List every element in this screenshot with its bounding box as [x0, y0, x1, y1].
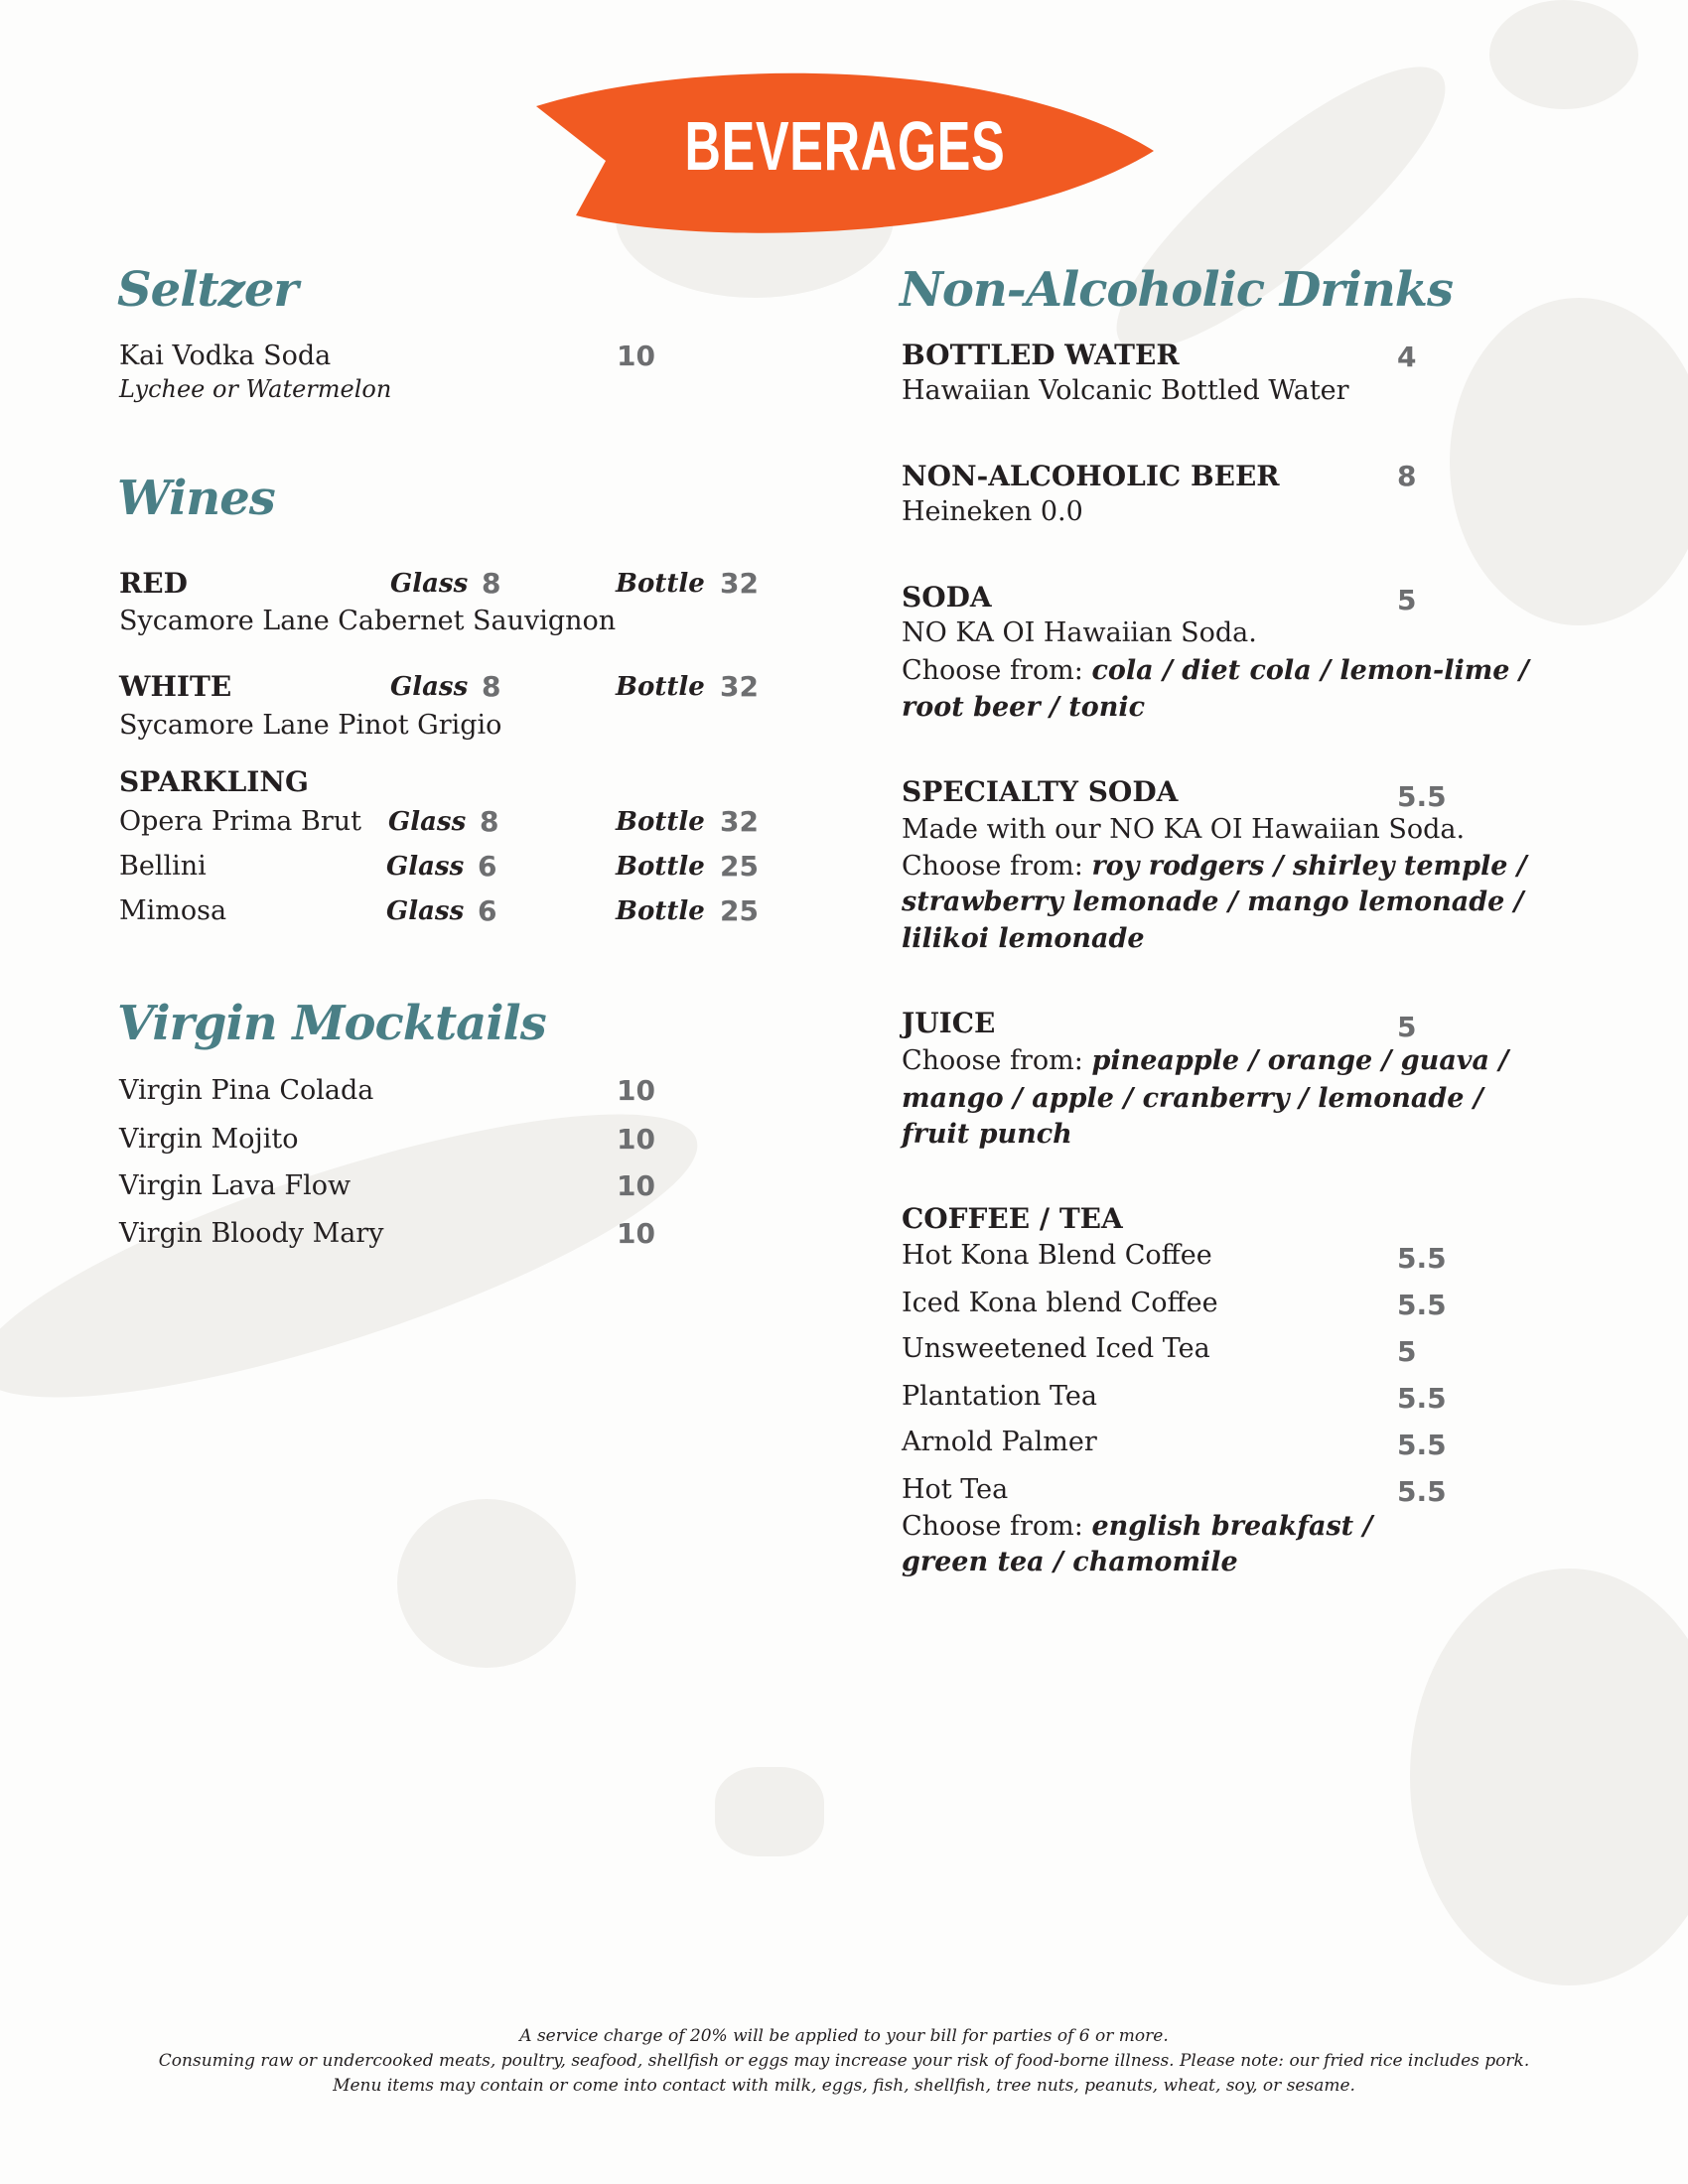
background-island-shape	[715, 1767, 824, 1856]
glass-label: Glass	[386, 852, 465, 882]
bottle-price: 25	[720, 850, 759, 883]
choose-label: Choose from:	[902, 655, 1083, 686]
drink-price: 4	[1397, 341, 1417, 373]
background-blob-shape	[1410, 1569, 1688, 1985]
mocktail-name: Virgin Mojito	[119, 1124, 299, 1155]
glass-price: 8	[480, 805, 499, 838]
drink-price: 5	[1397, 584, 1417, 616]
section-heading-wines: Wines	[117, 471, 275, 526]
coffee-tea-price: 5.5	[1397, 1289, 1447, 1321]
drink-description: Made with our NO KA OI Hawaiian Soda.	[902, 814, 1466, 845]
glass-price: 6	[478, 850, 497, 883]
glass-label: Glass	[390, 672, 469, 702]
sparkling-item-name: Mimosa	[119, 895, 227, 926]
title-banner	[536, 67, 1154, 236]
section-heading-non-alcoholic: Non-Alcoholic Drinks	[900, 262, 1454, 318]
options-list: english breakfast /	[1091, 1511, 1373, 1542]
bottle-label: Bottle	[616, 852, 705, 882]
options-list: lilikoi lemonade	[902, 923, 1145, 954]
drink-description: Hawaiian Volcanic Bottled Water	[902, 375, 1349, 406]
coffee-tea-name: Iced Kona blend Coffee	[902, 1288, 1218, 1318]
bottle-price: 25	[720, 894, 759, 927]
drink-category: SODA	[902, 581, 992, 614]
options-list: cola / diet cola / lemon-lime /	[1091, 655, 1529, 686]
footer-service-charge: A service charge of 20% will be applied to your bill for parties of 6 or more.	[519, 2026, 1169, 2046]
options-line	[902, 1509, 1372, 1545]
bottle-label: Bottle	[616, 672, 705, 702]
wine-description: Sycamore Lane Pinot Grigio	[119, 710, 502, 741]
options-line	[902, 1043, 1508, 1079]
item-price: 10	[617, 340, 655, 372]
item-name: Kai Vodka Soda	[119, 341, 332, 371]
section-heading-seltzer: Seltzer	[117, 262, 298, 318]
background-hibiscus-shape	[1489, 0, 1638, 109]
drink-category: JUICE	[902, 1007, 996, 1039]
options-line	[902, 653, 1529, 689]
glass-price: 8	[482, 670, 501, 703]
mocktail-name: Virgin Bloody Mary	[119, 1218, 384, 1249]
coffee-tea-price: 5.5	[1397, 1475, 1447, 1508]
glass-label: Glass	[388, 807, 467, 837]
bottle-label: Bottle	[616, 807, 705, 837]
coffee-tea-name: Hot Tea	[902, 1474, 1009, 1505]
page-title: BEVERAGES	[684, 107, 1006, 185]
drink-description: Heineken 0.0	[902, 496, 1083, 527]
coffee-tea-name: Hot Kona Blend Coffee	[902, 1240, 1212, 1271]
wine-category-sparkling: SPARKLING	[119, 765, 309, 798]
bottle-price: 32	[720, 567, 759, 600]
options-list: mango / apple / cranberry / lemonade /	[902, 1083, 1483, 1114]
coffee-tea-price: 5.5	[1397, 1242, 1447, 1275]
mocktail-price: 10	[617, 1074, 655, 1107]
mocktail-name: Virgin Lava Flow	[119, 1170, 352, 1201]
coffee-tea-price: 5.5	[1397, 1382, 1447, 1415]
coffee-tea-price: 5	[1397, 1335, 1417, 1368]
mocktail-price: 10	[617, 1123, 655, 1156]
drink-price: 8	[1397, 460, 1417, 492]
wine-description: Sycamore Lane Cabernet Sauvignon	[119, 606, 617, 636]
section-heading-virgin-mocktails: Virgin Mocktails	[117, 996, 546, 1051]
glass-price: 8	[482, 567, 501, 600]
drink-description: NO KA OI Hawaiian Soda.	[902, 617, 1257, 648]
footer-allergens: Menu items may contain or come into contact with milk, eggs, fish, shellfish, tree nuts, peanuts, wheat, soy, or sesame.	[333, 2076, 1355, 2096]
coffee-tea-price: 5.5	[1397, 1429, 1447, 1461]
wine-category-red: RED	[119, 567, 188, 600]
choose-label: Choose from:	[902, 1045, 1083, 1076]
background-surfboard-shape	[0, 1059, 723, 1453]
drink-price: 5	[1397, 1011, 1417, 1043]
options-line	[902, 849, 1527, 885]
drink-category: COFFEE / TEA	[902, 1202, 1123, 1235]
options-list: fruit punch	[902, 1119, 1072, 1150]
options-list: green tea / chamomile	[902, 1547, 1238, 1577]
sparkling-item-name: Opera Prima Brut	[119, 806, 361, 837]
drink-category: NON-ALCOHOLIC BEER	[902, 460, 1280, 492]
wine-category-white: WHITE	[119, 670, 232, 703]
options-list: strawberry lemonade / mango lemonade /	[902, 887, 1524, 917]
bottle-label: Bottle	[616, 896, 705, 926]
glass-label: Glass	[390, 569, 469, 599]
choose-label: Choose from:	[902, 851, 1083, 882]
footer-food-safety: Consuming raw or undercooked meats, poultry, seafood, shellfish or eggs may increase your risk of food-borne illness. Please note: our fried rice includes pork.	[158, 2051, 1530, 2071]
bottle-price: 32	[720, 670, 759, 703]
options-list: pineapple / orange / guava /	[1091, 1045, 1509, 1076]
drink-category: BOTTLED WATER	[902, 339, 1180, 371]
drink-price: 5.5	[1397, 780, 1447, 813]
bottle-label: Bottle	[616, 569, 705, 599]
mocktail-name: Virgin Pina Colada	[119, 1075, 374, 1106]
mocktail-price: 10	[617, 1169, 655, 1202]
coffee-tea-name: Arnold Palmer	[902, 1427, 1097, 1457]
glass-price: 6	[478, 894, 497, 927]
bottle-price: 32	[720, 805, 759, 838]
coffee-tea-name: Plantation Tea	[902, 1381, 1097, 1412]
choose-label: Choose from:	[902, 1511, 1083, 1542]
coffee-tea-name: Unsweetened Iced Tea	[902, 1333, 1210, 1364]
options-list: root beer / tonic	[902, 692, 1146, 723]
options-list: roy rodgers / shirley temple /	[1091, 851, 1527, 882]
drink-category: SPECIALTY SODA	[902, 775, 1179, 808]
background-blob-shape	[1450, 298, 1688, 625]
mocktail-price: 10	[617, 1217, 655, 1250]
sparkling-item-name: Bellini	[119, 851, 207, 882]
background-hibiscus-shape	[397, 1499, 576, 1668]
item-subtitle: Lychee or Watermelon	[119, 375, 392, 403]
glass-label: Glass	[386, 896, 465, 926]
